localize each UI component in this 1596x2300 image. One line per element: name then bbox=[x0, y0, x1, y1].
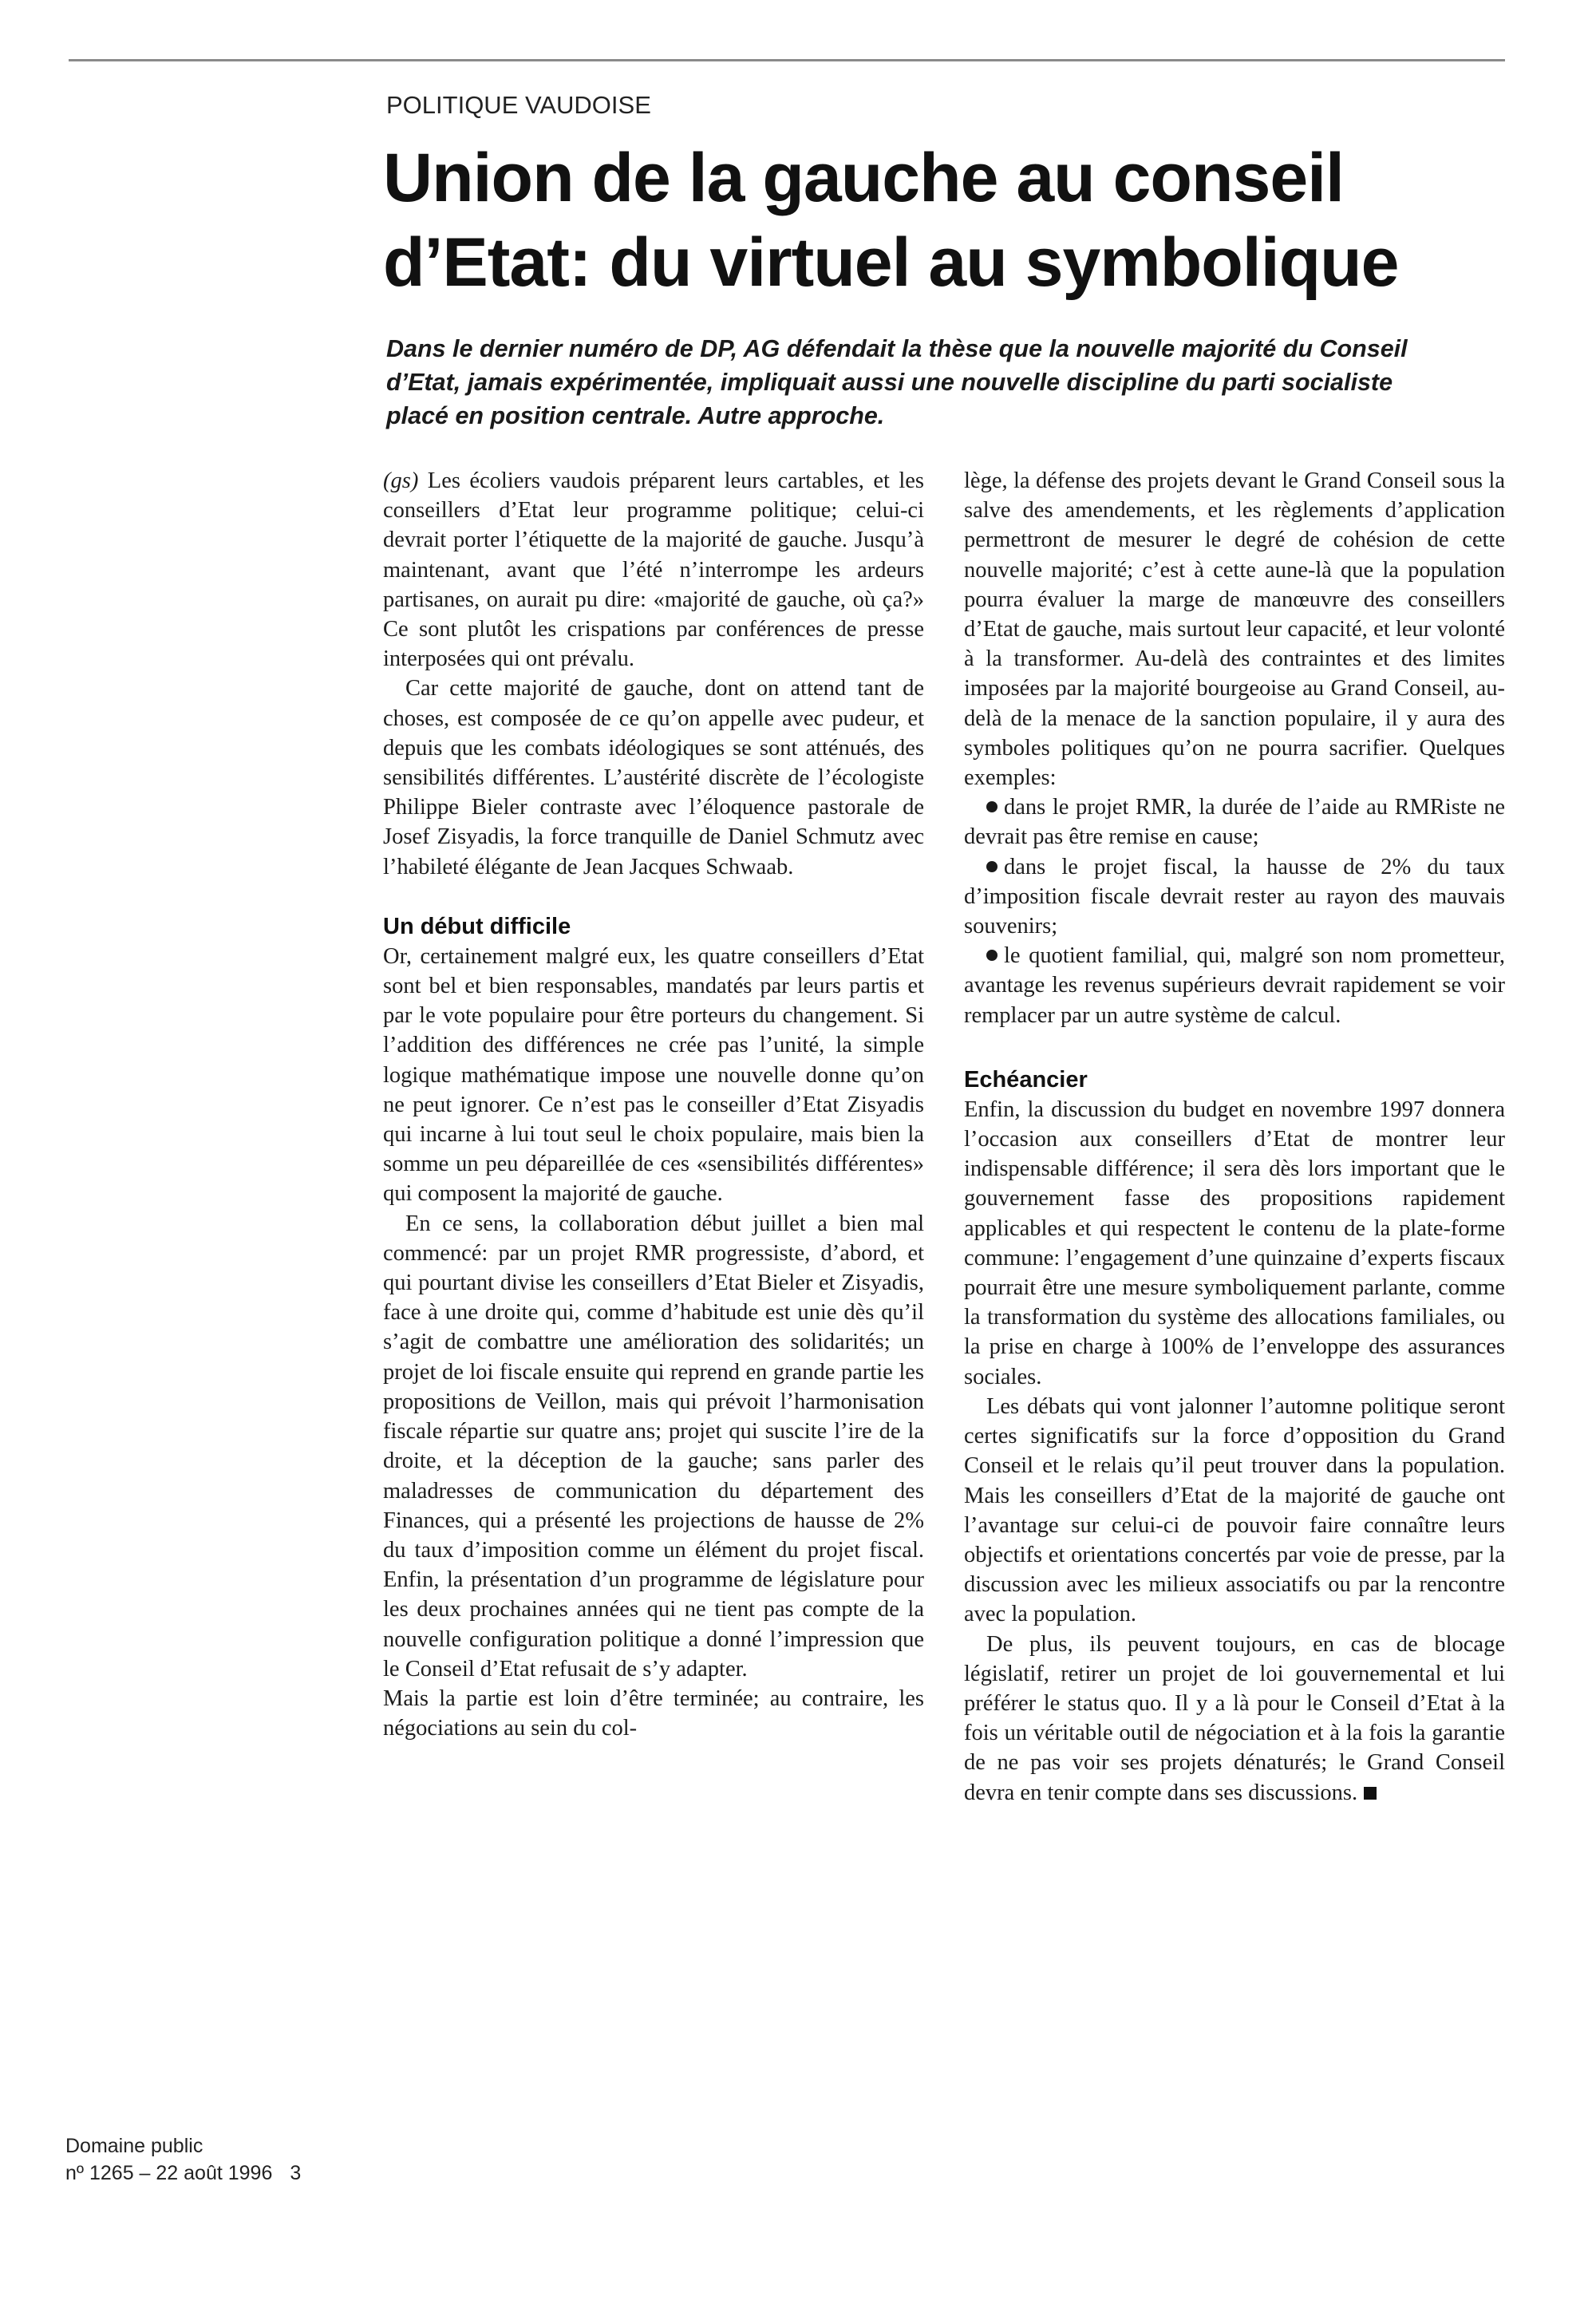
page-number: 3 bbox=[290, 2162, 302, 2184]
article-paragraph: Or, certainement malgré eux, les quatre conseillers d’Etat sont bel et bien responsables, mandatés par leurs partis et par le vote populaire pour être porteurs du changement. Si l’addition des différences ne crée pas l’unité, la simple logique mathématique impose une nouvelle donne qu’on ne peut ignorer. Ce n’est pas le conseiller d’Etat Zisyadis qui incarne à lui tout seul le choix populaire, mais bien la somme un peu dépareillée de ces «sensibilités différentes» qui composent la majorité de gauche. bbox=[383, 943, 924, 1207]
lede-line-1: Dans le dernier numéro de DP, AG défendait la thèse que la nouvelle majorité du Conseil bbox=[386, 335, 1408, 362]
bullet-item: dans le projet RMR, la durée de l’aide au RMRiste ne devrait pas être remise en cause; bbox=[964, 795, 1505, 850]
bullet-icon bbox=[986, 950, 998, 961]
top-rule bbox=[69, 59, 1505, 61]
subhead-debut-difficile: Un début difficile bbox=[383, 913, 571, 939]
article-column-right bbox=[964, 466, 1505, 1808]
article-paragraph: Mais la partie est loin d’être terminée; au contraire, les négociations au sein du col- bbox=[383, 1685, 924, 1741]
headline bbox=[383, 136, 1516, 305]
lede-line-3: placé en position centrale. Autre approche. bbox=[386, 402, 885, 429]
lede-line-2: d’Etat, jamais expérimentée, impliquait aussi une nouvelle discipline du parti socialiste bbox=[386, 369, 1393, 396]
bullet-item: dans le projet fiscal, la hausse de 2% du taux d’imposition fiscale devrait rester au rayon des mauvais souvenirs; bbox=[964, 854, 1505, 939]
headline-line-1: Union de la gauche au conseil bbox=[383, 140, 1344, 216]
section-label: POLITIQUE VAUDOISE bbox=[386, 91, 651, 119]
end-of-article-icon bbox=[1364, 1787, 1377, 1800]
bullet-item: le quotient familial, qui, malgré son nom prometteur, avantage les revenus supérieurs devrait rapidement se voir remplacer par un autre système de calcul. bbox=[964, 943, 1505, 1028]
headline-line-2: d’Etat: du virtuel au symbolique bbox=[383, 224, 1399, 301]
lede bbox=[386, 332, 1508, 433]
footer-issue: nº 1265 – 22 août 1996 bbox=[65, 2162, 273, 2184]
article-paragraph: Car cette majorité de gauche, dont on attend tant de choses, est composée de ce qu’on appelle avec pudeur, et depuis que les combats idéologiques se sont atténués, des sensibilités différentes. L’austérité discrète de l’écologiste Philippe Bieler contraste avec l’éloquence pastorale de Josef Zisyadis, la force tranquille de Daniel Schmutz avec l’habileté élégante de Jean Jacques Schwaab. bbox=[383, 676, 924, 879]
bullet-icon bbox=[986, 861, 998, 872]
footer-issue-line bbox=[65, 2160, 301, 2187]
article-paragraph: En ce sens, la collaboration début juillet a bien mal commencé: par un projet RMR progressiste, d’abord, et qui pourtant divise les conseillers d’Etat Bieler et Zisyadis, face à une droite qui, comme d’habitude est unie dès qu’il s’agit de combattre une amélioration des solidarités; un projet de loi fiscale ensuite qui reprend en grande partie les propositions de Veillon, mais qui prévoit l’harmonisation fiscale répartie sur quatre ans; projet qui suscite l’ire de la droite, et la déception de la gauche; sans parler des maladresses de communication du département des Finances, qui a présenté les projections de hausse de 2% du taux d’imposition comme un élément du projet fiscal. Enfin, la présentation d’un programme de législature pour les deux prochaines années qui ne tient pas compte de la nouvelle configuration politique a donné l’impression que le Conseil d’Etat refusait de s’y adapter. bbox=[383, 1211, 924, 1682]
subhead-echeancier: Echéancier bbox=[964, 1066, 1088, 1093]
byline: (gs) bbox=[383, 468, 419, 493]
article-paragraph: Les débats qui vont jalonner l’automne politique seront certes significatifs sur la force d’opposition du Grand Conseil et le relais qu’il peut trouver dans la population. Mais les conseillers d’Etat de la majorité de gauche ont l’avantage sur celui-ci de pouvoir faire connaître leurs objectifs et orientations concertés par voie de presse, par la discussion avec les milieux associatifs ou par la rencontre avec la population. bbox=[964, 1393, 1505, 1627]
article-paragraph: Enfin, la discussion du budget en novembre 1997 donnera l’occasion aux conseillers d’Etat de montrer leur indispensable différence; il sera dès lors important que le gouvernement fasse des propositions rapidement applicables et qui respectent le contenu de la plate-forme commune: l’engagement d’une quinzaine d’experts fiscaux pourrait être une mesure symboliquement parlante, comme la transformation du système des allocations familiales, ou la prise en charge à 100% de l’enveloppe des assurances sociales. bbox=[964, 1097, 1505, 1389]
article-paragraph: De plus, ils peuvent toujours, en cas de blocage législatif, retirer un projet de loi gouvernemental et lui préférer le status quo. Il y a là pour le Conseil d’Etat à la fois un véritable outil de négociation et à la fois la garantie de ne pas voir ses projets dénaturés; le Grand Conseil devra en tenir compte dans ses discussions. bbox=[964, 1631, 1505, 1805]
page-footer bbox=[65, 2132, 301, 2187]
footer-publication: Domaine public bbox=[65, 2135, 203, 2157]
bullet-icon bbox=[986, 801, 998, 812]
article-paragraph: (gs) Les écoliers vaudois préparent leurs cartables, et les conseillers d’Etat leur programme politique; celui-ci devrait porter l’étiquette de la majorité de gauche. Jusqu’à maintenant, avant que l’été n’interrompe les ardeurs partisanes, on aurait pu dire: «majorité de gauche, où ça?» Ce sont plutôt les crispations par conférences de presse interposées qui ont prévalu. bbox=[383, 468, 924, 672]
article-paragraph: lège, la défense des projets devant le Grand Conseil sous la salve des amendements, et les règlements d’application permettront de mesurer le degré de cohésion de cette nouvelle majorité; c’est à cette aune-là que la population pourra évaluer la marge de manœuvre des conseillers d’Etat de gauche, mais surtout leur capacité, et leur volonté à la transformer. Au-delà des contraintes et des limites imposées par la majorité bourgeoise au Grand Conseil, au-delà de la menace de la sanction populaire, il y aura des symboles politiques qu’on ne pourra sacrifier. Quelques exemples: bbox=[964, 468, 1505, 791]
article-column-left bbox=[383, 466, 924, 1743]
